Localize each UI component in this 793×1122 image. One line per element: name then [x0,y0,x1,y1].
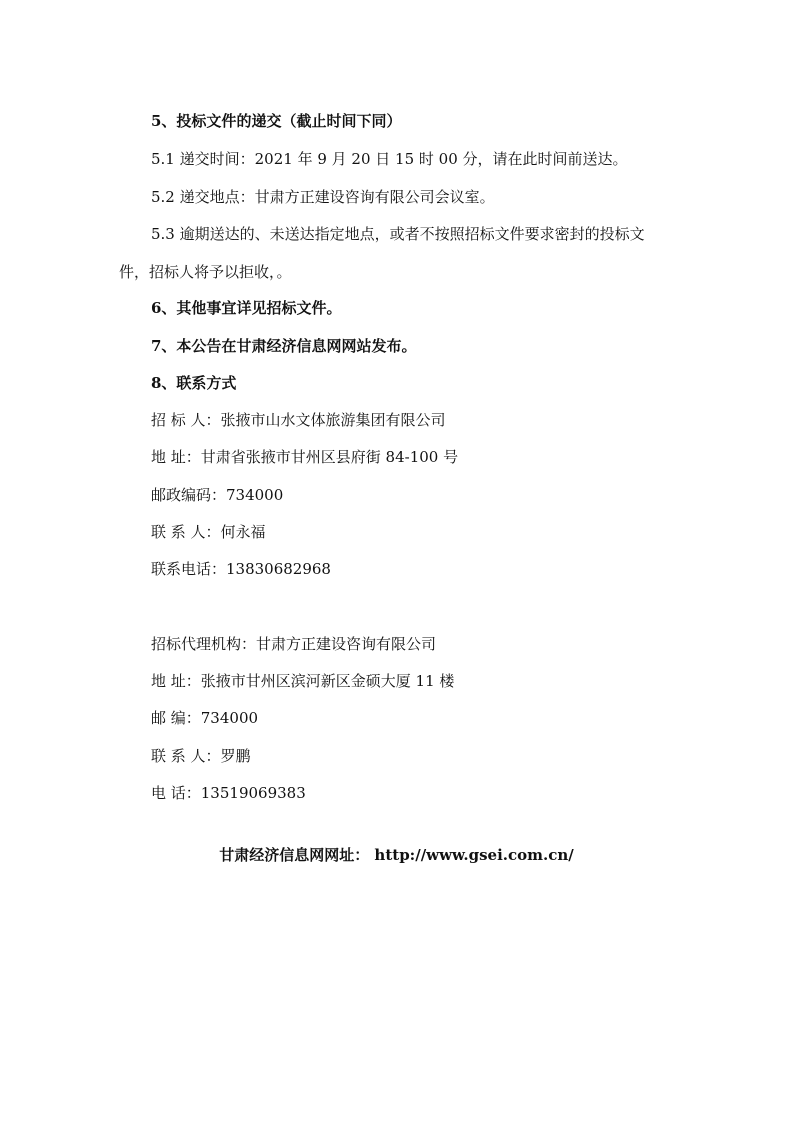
tenderer-phone-line: 联系电话：13830682968 [151,560,331,578]
late-submission-rule-line1: 5.3 逾期送达的、未送达指定地点，或者不按照招标文件要求密封的投标文 [151,225,645,243]
tenderer-contact-line: 联 系 人：何永福 [151,523,266,541]
tenderer-postcode-line: 邮政编码：734000 [151,486,284,504]
agency-line: 招标代理机构：甘肃方正建设咨询有限公司 [151,635,437,653]
tenderer-line: 招 标 人：张掖市山水文体旅游集团有限公司 [151,411,446,429]
section-7-heading: 7、本公告在甘肃经济信息网网站发布。 [151,337,417,355]
section-5-heading: 5、投标文件的递交（截止时间下同） [151,112,402,130]
section-6-heading: 6、其他事宜详见招标文件。 [151,299,342,317]
agency-postcode-line: 邮 编：734000 [151,709,259,727]
agency-phone-line: 电 话：13519069383 [151,784,306,802]
section-8-heading: 8、联系方式 [151,374,237,392]
submission-time: 5.1 递交时间：2021 年 9 月 20 日 15 时 00 分，请在此时间前送达。 [151,150,628,168]
late-submission-rule-line2: 件，招标人将予以拒收，。 [119,263,292,281]
agency-address-line: 地 址：张掖市甘州区滨河新区金硕大厦 11 楼 [151,672,455,690]
agency-contact-line: 联 系 人：罗鹏 [151,747,251,765]
tenderer-address-line: 地 址：甘肃省张掖市甘州区县府街 84-100 号 [151,448,459,466]
website-line: 甘肃经济信息网网址： http://www.gsei.com.cn/ [219,846,574,864]
submission-location: 5.2 递交地点：甘肃方正建设咨询有限公司会议室。 [151,188,495,206]
